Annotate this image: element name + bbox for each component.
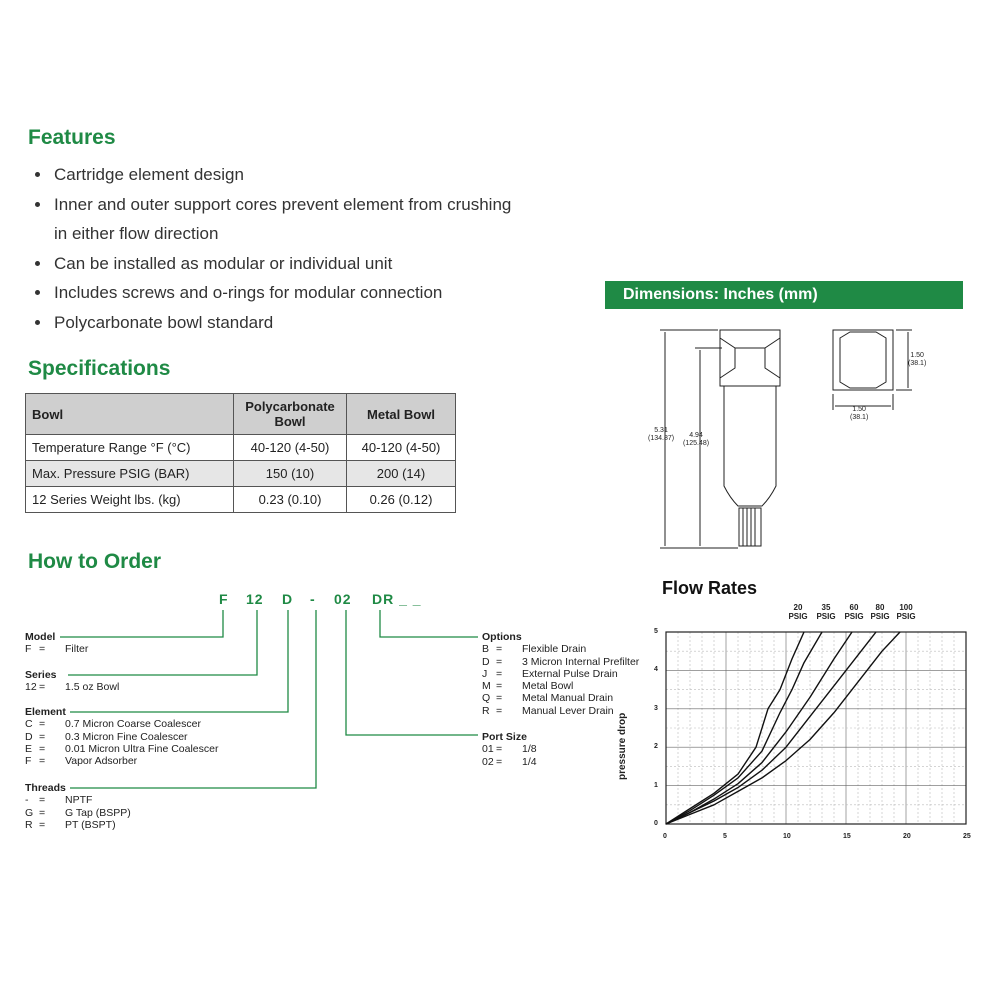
order-element-title: Element bbox=[25, 706, 66, 718]
y-tick-label: 3 bbox=[654, 704, 658, 712]
y-tick-label: 1 bbox=[654, 781, 658, 789]
head-width-dimension: 1.50 (38.1) bbox=[850, 406, 869, 421]
y-tick-label: 2 bbox=[654, 743, 658, 751]
flow-rate-chart bbox=[640, 620, 980, 850]
list-item: D = 0.3 Micron Fine Coalescer bbox=[25, 730, 188, 743]
series-label: 20 PSIG bbox=[788, 603, 808, 621]
order-series-block bbox=[25, 669, 119, 694]
feature-item: • Inner and outer support cores prevent element from crushing in either flow direction bbox=[52, 190, 512, 249]
series-label: 80 PSIG bbox=[870, 603, 890, 621]
list-item: B = Flexible Drain bbox=[482, 643, 587, 656]
y-tick-label: 5 bbox=[654, 628, 658, 635]
x-tick-label: 10 bbox=[783, 833, 791, 840]
y-tick-label: 0 bbox=[654, 820, 658, 827]
features-heading: Features bbox=[28, 126, 116, 149]
table-header: Polycarbonate Bowl bbox=[234, 394, 347, 435]
list-item: M = Metal Bowl bbox=[482, 680, 574, 693]
dimensions-header: Dimensions: Inches (mm) bbox=[605, 281, 963, 309]
list-item: 01 = 1/8 bbox=[482, 743, 537, 756]
order-code-dash: - bbox=[310, 591, 316, 607]
list-item: 02 = 1/4 bbox=[482, 755, 537, 768]
list-item: F = Filter bbox=[25, 643, 89, 656]
x-tick-label: 15 bbox=[843, 833, 851, 840]
feature-item: • Polycarbonate bowl standard bbox=[52, 308, 512, 338]
order-port-block bbox=[482, 731, 537, 768]
overall-height-dimension: 5.31 (134.87) bbox=[648, 427, 675, 442]
table-cell: 0.26 (0.12) bbox=[347, 487, 456, 513]
order-code-model: F bbox=[219, 591, 229, 607]
table-cell: 12 Series Weight lbs. (kg) bbox=[26, 487, 234, 513]
feature-item: • Cartridge element design bbox=[52, 160, 512, 190]
list-item: G = G Tap (BSPP) bbox=[25, 806, 131, 819]
y-axis-label: pressure drop bbox=[617, 712, 628, 780]
order-threads-title: Threads bbox=[25, 782, 66, 794]
body-height-dimension: 4.94 (125.48) bbox=[683, 432, 710, 447]
list-item: J = External Pulse Drain bbox=[482, 667, 618, 680]
x-tick-label: 0 bbox=[663, 833, 667, 840]
table-header: Metal Bowl bbox=[347, 394, 456, 435]
order-code-element: D bbox=[282, 591, 294, 607]
order-port-title: Port Size bbox=[482, 731, 527, 743]
table-cell: 40-120 (4-50) bbox=[347, 435, 456, 461]
order-threads-block bbox=[25, 782, 131, 831]
order-options-block bbox=[482, 631, 639, 717]
order-code-series: 12 bbox=[246, 591, 264, 607]
table-cell: 150 (10) bbox=[234, 461, 347, 487]
list-item: Q = Metal Manual Drain bbox=[482, 692, 614, 705]
list-item: 12 = 1.5 oz Bowl bbox=[25, 681, 120, 694]
table-cell: Max. Pressure PSIG (BAR) bbox=[26, 461, 234, 487]
list-item: E = 0.01 Micron Ultra Fine Coalescer bbox=[25, 742, 219, 755]
list-item: D = 3 Micron Internal Prefilter bbox=[482, 655, 640, 668]
order-model-title: Model bbox=[25, 631, 56, 643]
how-to-order-heading: How to Order bbox=[28, 550, 162, 573]
table-header: Bowl bbox=[26, 394, 234, 435]
series-label: 35 PSIG bbox=[816, 603, 836, 621]
table-cell: 40-120 (4-50) bbox=[234, 435, 347, 461]
order-code-port: 02 bbox=[334, 591, 352, 607]
table-cell: 200 (14) bbox=[347, 461, 456, 487]
x-tick-label: 5 bbox=[723, 833, 727, 840]
feature-item: • Can be installed as modular or individual unit bbox=[52, 249, 512, 279]
table-cell: Temperature Range °F (°C) bbox=[26, 435, 234, 461]
list-item: - = NPTF bbox=[25, 794, 93, 807]
table-cell: 0.23 (0.10) bbox=[234, 487, 347, 513]
order-options-title: Options bbox=[482, 631, 522, 643]
list-item: C = 0.7 Micron Coarse Coalescer bbox=[25, 718, 201, 731]
series-label: 60 PSIG bbox=[844, 603, 864, 621]
order-series-title: Series bbox=[25, 669, 57, 681]
x-tick-label: 25 bbox=[963, 833, 971, 840]
list-item: R = Manual Lever Drain bbox=[482, 704, 614, 717]
list-item: R = PT (BSPT) bbox=[25, 818, 116, 831]
order-code-options: DR _ _ bbox=[372, 591, 422, 607]
x-tick-label: 20 bbox=[903, 833, 911, 840]
head-height-dimension: 1.50 (38.1) bbox=[908, 352, 927, 367]
list-item: F = Vapor Adsorber bbox=[25, 755, 138, 768]
order-element-block bbox=[25, 706, 218, 767]
y-tick-label: 4 bbox=[654, 666, 658, 674]
specifications-heading: Specifications bbox=[28, 357, 171, 380]
series-label: 100 PSIG bbox=[896, 603, 916, 621]
feature-item: • Includes screws and o-rings for modular connection bbox=[52, 278, 512, 308]
order-model-block bbox=[25, 631, 88, 656]
chart-title: Flow Rates bbox=[662, 578, 758, 598]
